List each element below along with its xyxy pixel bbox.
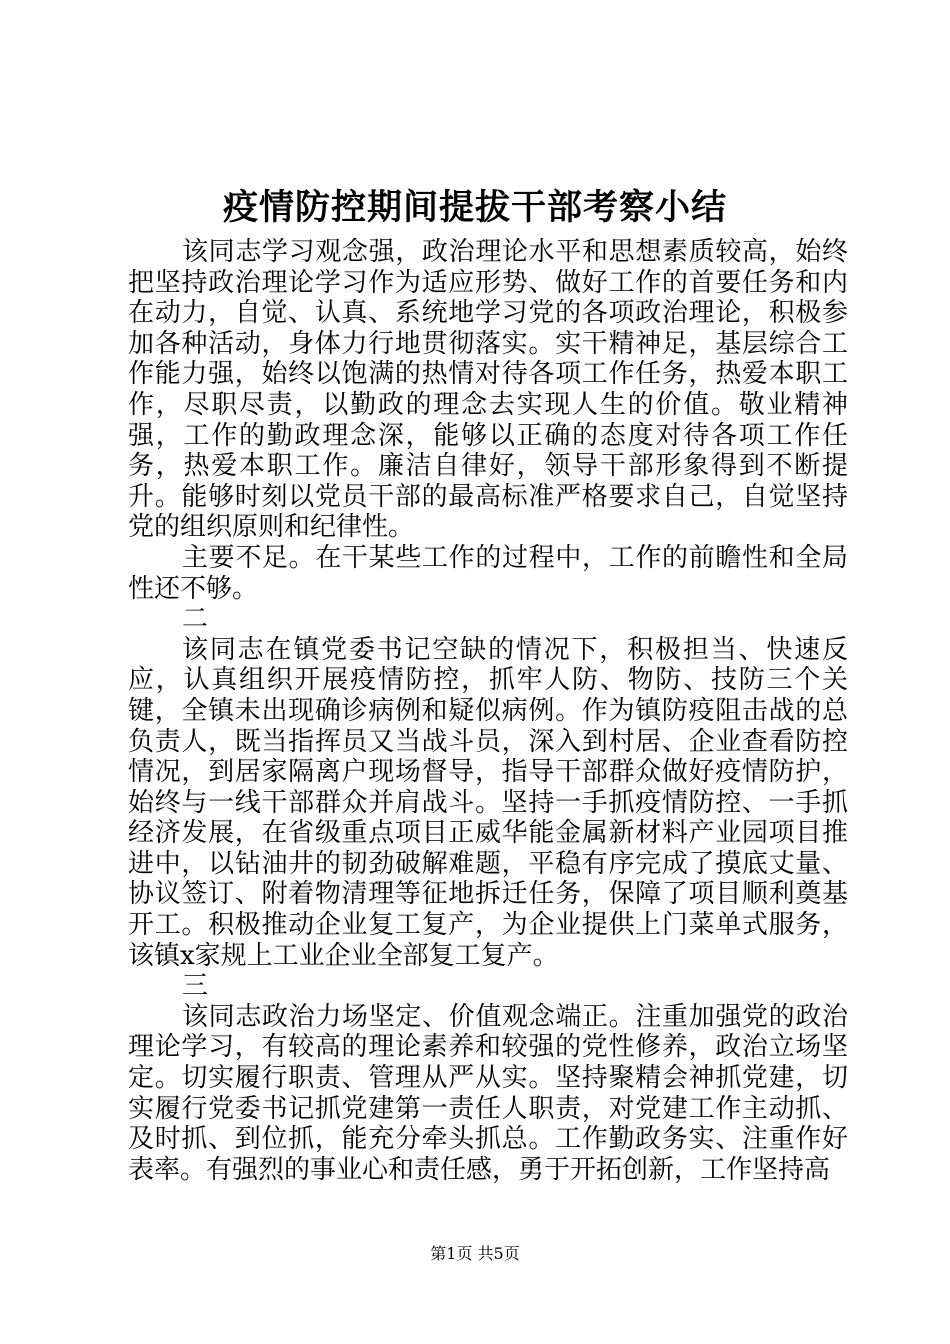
section-marker-2: 二 (182, 604, 209, 635)
paragraph-2: 主要不足。在干某些工作的过程中，工作的前瞻性和全局性还不够。 (128, 542, 848, 604)
section-marker-3: 三 (182, 971, 209, 1002)
document-title: 疫情防控期间提拔干部考察小结 (222, 187, 727, 228)
paragraph-3: 该同志在镇党委书记空缺的情况下，积极担当、快速反应，认真组织开展疫情防控，抓牢人防、物防、技防三个关键，全镇未出现确诊病例和疑似病例。作为镇防疫阻击战的总负责人，既当指挥员又当战斗员，深入到村居、企业查看防控情况，到居家隔离户现场督导，指导干部群众做好疫情防护，始终与一线干部群众并肩战斗。坚持一手抓疫情防控、一手抓经济发展，在省级重点项目正威华能金属新材料产业园项目推进中，以钻油井的韧劲破解难题，平稳有序完成了摸底丈量、协议签订、附着物清理等征地拆迁任务，保障了项目顺利奠基开工。积极推动企业复工复产，为企业提供上门菜单式服务，该镇x家规上工业企业全部复工复产。 (128, 634, 848, 971)
document-body (128, 237, 848, 1185)
paragraph-1: 该同志学习观念强，政治理论水平和思想素质较高，始终把坚持政治理论学习作为适应形势、做好工作的首要任务和内在动力，自觉、认真、系统地学习党的各项政治理论，积极参加各种活动，身体力行地贯彻落实。实干精神足，基层综合工作能力强，始终以饱满的热情对待各项工作任务，热爱本职工作，尽职尽责，以勤政的理念去实现人生的价值。敬业精神强，工作的勤政理念深，能够以正确的态度对待各项工作任务，热爱本职工作。廉洁自律好，领导干部形象得到不断提升。能够时刻以党员干部的最高标准严格要求自己，自觉坚持党的组织原则和纪律性。 (128, 237, 848, 543)
paragraph-4: 该同志政治力场坚定、价值观念端正。注重加强党的政治理论学习，有较高的理论素养和较强的党性修养，政治立场坚定。切实履行职责、管理从严从实。坚持聚精会神抓党建，切实履行党委书记抓党建第一责任人职责，对党建工作主动抓、及时抓、到位抓，能充分牵头抓总。工作勤政务实、注重作好表率。有强烈的事业心和责任感，勇于开拓创新，工作坚持高 (128, 1001, 848, 1185)
page-footer: 第1页 共5页 (430, 1244, 520, 1263)
